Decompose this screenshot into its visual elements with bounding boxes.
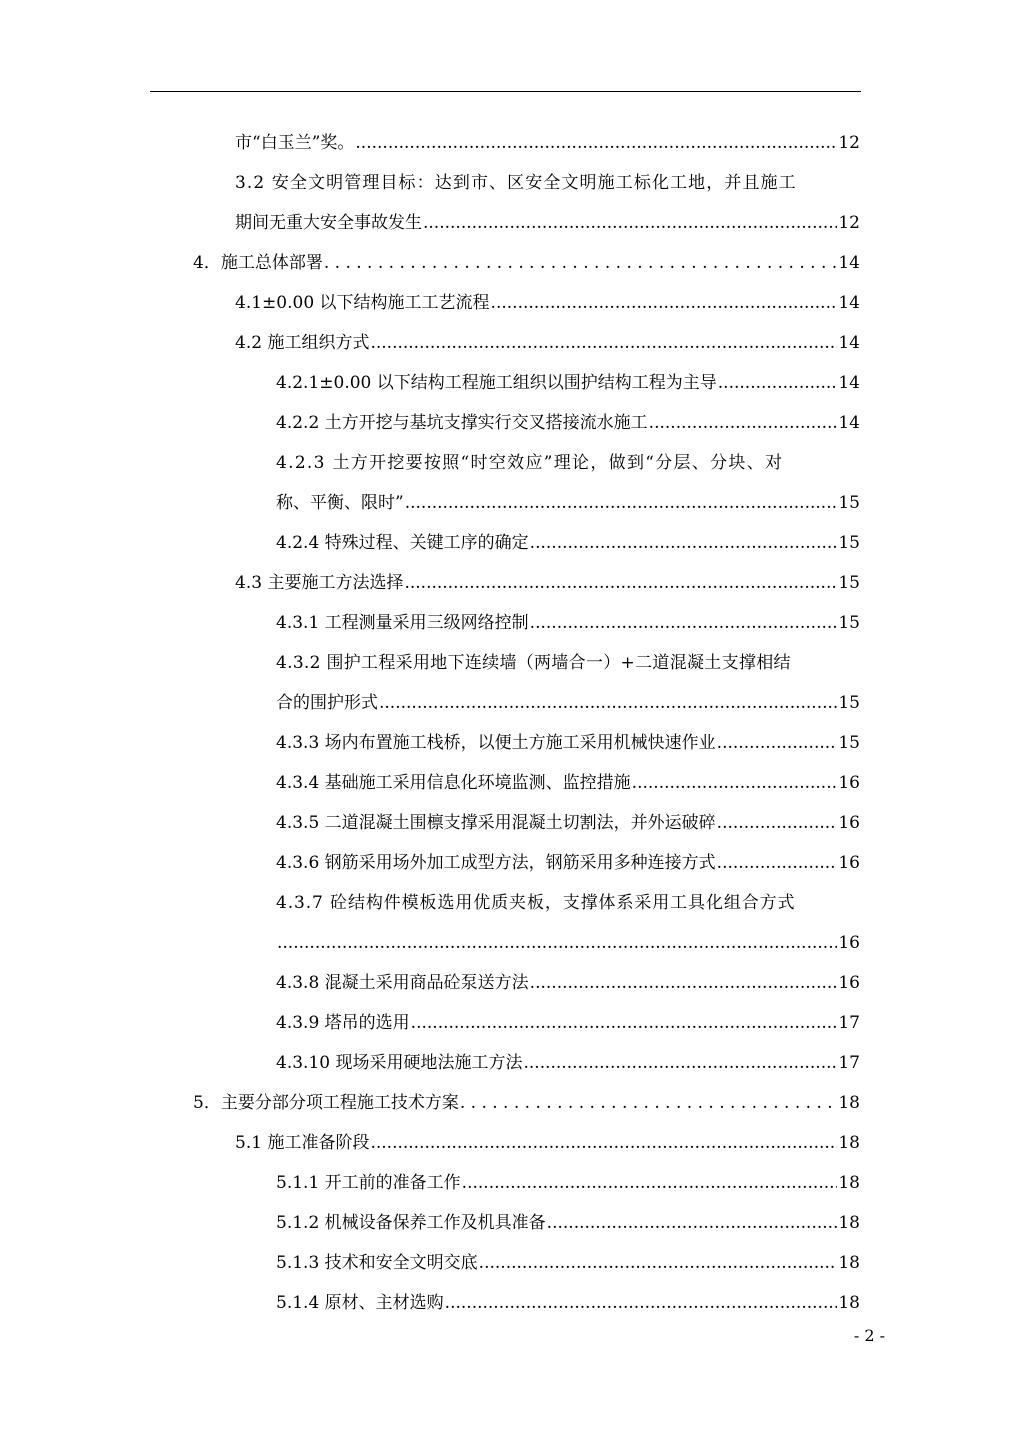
toc-page-number: 14 xyxy=(838,253,860,273)
toc-entry[interactable] xyxy=(276,523,860,563)
toc-leader xyxy=(445,1283,838,1323)
toc-entry[interactable] xyxy=(276,1163,860,1203)
toc-entry[interactable] xyxy=(276,883,860,923)
toc-entry-title: 5.1.4 原材、主材选购 xyxy=(276,1293,444,1313)
toc-page-number: 15 xyxy=(838,493,860,513)
toc-page-number: 18 xyxy=(838,1093,860,1113)
toc-entry[interactable] xyxy=(276,483,860,523)
toc-entry-title: 4.3.7 砼结构件模板选用优质夹板，支撑体系采用工具化组合方式 xyxy=(276,893,796,913)
toc-leader xyxy=(355,123,837,163)
toc-entry[interactable] xyxy=(193,243,860,283)
toc-entry[interactable] xyxy=(235,1123,860,1163)
toc-entry[interactable] xyxy=(276,683,860,723)
toc-page-number: 14 xyxy=(838,333,860,353)
toc-entry[interactable] xyxy=(193,1083,860,1123)
toc-leader xyxy=(277,923,837,963)
toc-entry-title: 4.2.1±0.00 以下结构工程施工组织以围护结构工程为主导 xyxy=(276,373,717,393)
toc-entry[interactable] xyxy=(276,1203,860,1243)
toc-entry[interactable] xyxy=(276,843,860,883)
toc-page-number: 15 xyxy=(838,693,860,713)
toc-entry[interactable] xyxy=(235,123,860,163)
toc-page-number: 18 xyxy=(838,1133,860,1153)
toc-page-number: 16 xyxy=(838,813,860,833)
toc-leader xyxy=(717,723,838,763)
toc-entry-title: 5．主要分部分项工程施工技术方案 xyxy=(193,1093,459,1113)
toc-page-number: 18 xyxy=(838,1173,860,1193)
toc-leader xyxy=(649,403,838,443)
toc-entry[interactable] xyxy=(276,1043,860,1083)
toc-page-number: 14 xyxy=(838,373,860,393)
toc-entry-title: 4.3.8 混凝土采用商品砼泵送方法 xyxy=(276,973,529,993)
toc-leader xyxy=(523,1043,837,1083)
toc-leader xyxy=(379,683,837,723)
toc-entry[interactable] xyxy=(276,723,860,763)
toc-leader xyxy=(462,1163,838,1203)
toc-entry-title: 期间无重大安全事故发生 xyxy=(235,213,422,233)
toc-leader xyxy=(460,1083,838,1123)
toc-leader xyxy=(530,963,838,1003)
toc-entry-title: 4.3.4 基础施工采用信息化环境监测、监控措施 xyxy=(276,773,631,793)
toc-page-number: 16 xyxy=(838,933,860,953)
toc-leader xyxy=(370,323,837,363)
toc-entry-title: 4.3.1 工程测量采用三级网络控制 xyxy=(276,613,529,633)
toc-page-number: 12 xyxy=(838,213,860,233)
toc-entry-title: 4.3.3 场内布置施工栈桥，以便土方施工采用机械快速作业 xyxy=(276,733,716,753)
toc-entry-title: 4.2.3 土方开挖要按照“时空效应”理论，做到“分层、分块、对 xyxy=(276,453,784,473)
toc-page-number: 14 xyxy=(838,293,860,313)
toc-entry[interactable] xyxy=(235,203,860,243)
toc-page-number: 18 xyxy=(838,1253,860,1273)
toc-entry[interactable] xyxy=(276,803,860,843)
header-rule xyxy=(150,91,861,92)
toc-entry-title: 5.1.2 机械设备保养工作及机具准备 xyxy=(276,1213,546,1233)
toc-leader xyxy=(718,363,838,403)
toc-entry-title: 4.2.2 土方开挖与基坑支撑实行交叉搭接流水施工 xyxy=(276,413,648,433)
toc-leader xyxy=(530,603,838,643)
toc-page-number: 17 xyxy=(838,1053,860,1073)
toc-page-number: 15 xyxy=(838,533,860,553)
toc-entry-title: 4.2 施工组织方式 xyxy=(235,333,370,353)
toc-entry-title: 4.2.4 特殊过程、关键工序的确定 xyxy=(276,533,529,553)
toc-leader xyxy=(411,1003,838,1043)
toc-page-number: 14 xyxy=(838,413,860,433)
toc-entry[interactable] xyxy=(276,923,860,963)
toc-entry-title: 称、平衡、限时” xyxy=(276,493,404,513)
toc-entry-title: 5.1 施工准备阶段 xyxy=(235,1133,370,1153)
toc-leader xyxy=(717,803,838,843)
toc-entry-title: 5.1.3 技术和安全文明交底 xyxy=(276,1253,478,1273)
toc-leader xyxy=(405,483,838,523)
toc-entry[interactable] xyxy=(276,1283,860,1323)
toc-entry-title: 4.3 主要施工方法选择 xyxy=(235,573,404,593)
toc-page-number: 16 xyxy=(838,973,860,993)
toc-entry[interactable] xyxy=(276,363,860,403)
toc-entry[interactable] xyxy=(276,1243,860,1283)
page-number: - 2 - xyxy=(853,1326,885,1345)
toc-leader xyxy=(404,563,837,603)
toc-leader xyxy=(370,1123,837,1163)
toc-leader xyxy=(479,1243,838,1283)
toc-entry-title: 4.3.10 现场采用硬地法施工方法 xyxy=(276,1053,523,1073)
toc-page-number: 15 xyxy=(838,613,860,633)
toc-page-number: 15 xyxy=(838,573,860,593)
toc-entry[interactable] xyxy=(276,963,860,1003)
toc-entry-title: 4．施工总体部署 xyxy=(193,253,323,273)
toc-entry-title: 4.3.2 围护工程采用地下连续墙（两墙合一）+二道混凝土支撑相结 xyxy=(276,653,791,673)
toc-entry[interactable] xyxy=(276,763,860,803)
toc-entry[interactable] xyxy=(276,1003,860,1043)
toc-entry[interactable] xyxy=(235,323,860,363)
toc-entry-title: 5.1.1 开工前的准备工作 xyxy=(276,1173,461,1193)
toc-entry[interactable] xyxy=(276,643,860,683)
toc-page-number: 16 xyxy=(838,773,860,793)
toc-page-number: 18 xyxy=(838,1213,860,1233)
toc-entry-title: 市“白玉兰”奖。 xyxy=(235,133,355,153)
toc-page-number: 18 xyxy=(838,1293,860,1313)
toc-entry-title: 合的围护形式 xyxy=(276,693,378,713)
toc-leader xyxy=(423,203,837,243)
toc-entry-title: 3.2 安全文明管理目标：达到市、区安全文明施工标化工地，并且施工 xyxy=(235,173,797,193)
toc-leader xyxy=(632,763,838,803)
toc-entry[interactable] xyxy=(276,403,860,443)
toc-entry-title: 4.3.5 二道混凝土围檩支撑采用混凝土切割法，并外运破碎 xyxy=(276,813,716,833)
toc-entry[interactable] xyxy=(276,603,860,643)
toc-entry-title: 4.3.6 钢筋采用场外加工成型方法，钢筋采用多种连接方式 xyxy=(276,853,716,873)
toc-leader xyxy=(547,1203,838,1243)
toc-page-number: 15 xyxy=(838,733,860,753)
toc-entry[interactable] xyxy=(235,563,860,603)
toc-leader xyxy=(324,243,838,283)
toc-entry-title: 4.1±0.00 以下结构施工工艺流程 xyxy=(235,293,490,313)
toc-entry[interactable] xyxy=(276,443,860,483)
toc-page-number: 12 xyxy=(838,133,860,153)
toc-leader xyxy=(530,523,838,563)
toc-leader xyxy=(491,283,838,323)
toc-entry-title: 4.3.9 塔吊的选用 xyxy=(276,1013,410,1033)
toc-page-number: 17 xyxy=(838,1013,860,1033)
toc-leader xyxy=(717,843,838,883)
toc-entry[interactable] xyxy=(235,163,860,203)
toc-entry[interactable] xyxy=(235,283,860,323)
toc-page-number: 16 xyxy=(838,853,860,873)
